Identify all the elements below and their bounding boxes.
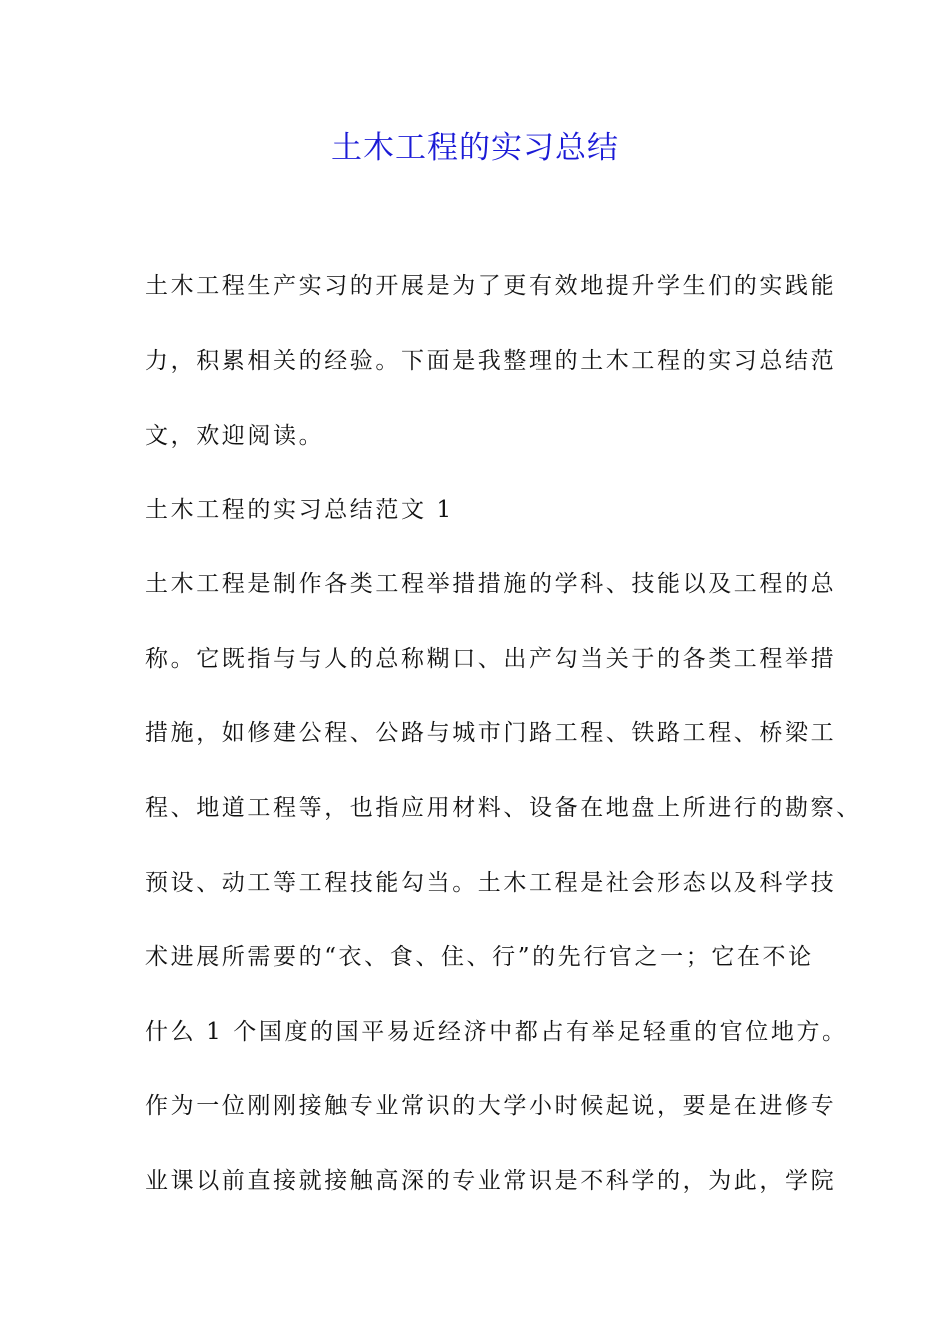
paragraph-line: 称。它既指与与人的总称糊口、出产勾当关于的各类工程举措: [145, 646, 837, 672]
paragraph-line: 程、地道工程等，也指应用材料、设备在地盘上所进行的勘察、: [145, 795, 862, 821]
paragraph-line: 土木工程是制作各类工程举措措施的学科、技能以及工程的总: [145, 571, 837, 597]
document-title: 土木工程的实习总结: [331, 130, 619, 166]
paragraph-line: 土木工程生产实习的开展是为了更有效地提升学生们的实践能: [145, 273, 837, 299]
paragraph-line: 文，欢迎阅读。: [145, 423, 325, 449]
paragraph-line: 预设、动工等工程技能勾当。土木工程是社会形态以及科学技: [145, 870, 837, 896]
paragraph-line: 业课以前直接就接触高深的专业常识是不科学的，为此，学院: [145, 1168, 837, 1194]
paragraph-line: 力，积累相关的经验。下面是我整理的土木工程的实习总结范: [145, 348, 837, 374]
paragraph-line: 措施，如修建公程、公路与城市门路工程、铁路工程、桥梁工: [145, 720, 837, 746]
paragraph-line: 术进展所需要的“衣、食、住、行”的先行官之一；它在不论: [145, 944, 814, 970]
paragraph-line: 什么 1 个国度的国平易近经济中都占有举足轻重的官位地方。: [145, 1019, 848, 1045]
section-heading: 土木工程的实习总结范文 1: [145, 497, 454, 523]
paragraph-line: 作为一位刚刚接触专业常识的大学小时候起说，要是在进修专: [145, 1093, 837, 1119]
